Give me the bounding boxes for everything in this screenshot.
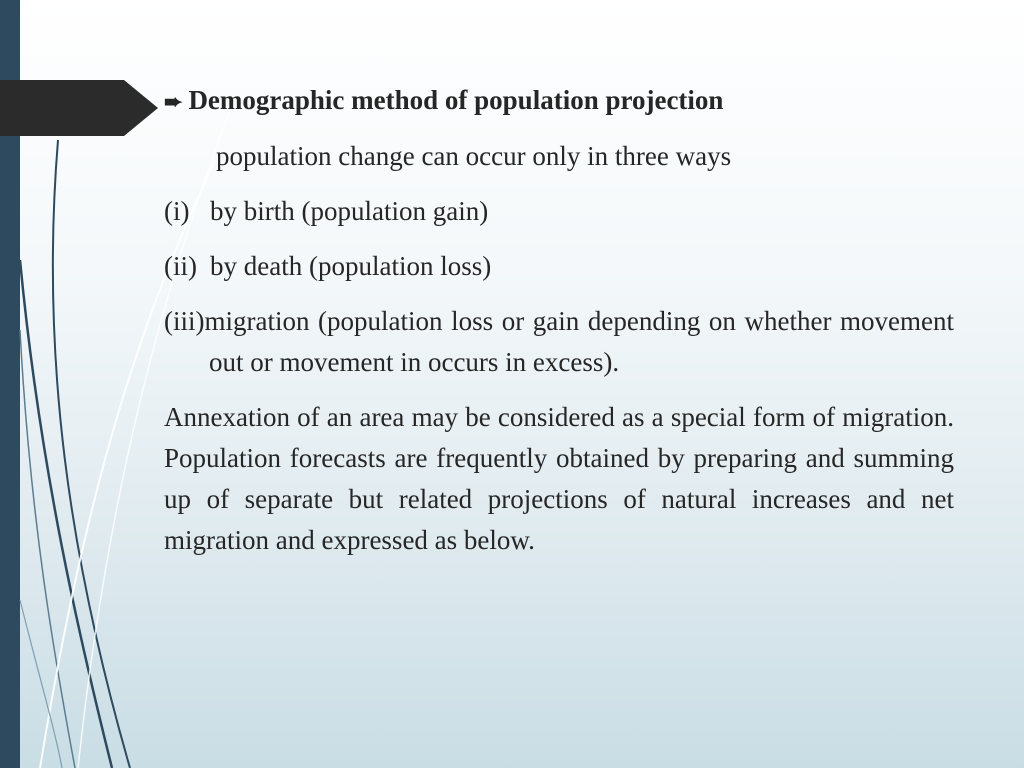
- list-item: [164, 301, 954, 383]
- body-paragraph: Annexation of an area may be considered as a special form of migration. Population forecasts are frequently obtained by preparing and summing up of separate but related projections of natural increases and net migration and expressed as below.: [164, 402, 954, 555]
- list-item: [164, 191, 954, 232]
- title-arrow-tab: [0, 80, 158, 136]
- intro-line: population change can occur only in three ways: [216, 141, 732, 171]
- list-item-text: migration (population loss or gain depending on whether movement out or movement in occurs in excess).: [204, 306, 954, 377]
- list-item-number: (iii): [164, 306, 205, 336]
- slide-heading: [164, 80, 954, 122]
- list-item-text: by death (population loss): [210, 251, 492, 281]
- list-item-text: by birth (population gain): [210, 196, 489, 226]
- slide-content: [164, 80, 954, 561]
- list-item-number: (i): [164, 196, 190, 226]
- list-item: [164, 246, 954, 287]
- list-item-number: (ii): [164, 251, 197, 281]
- arrow-bullet-icon: ➨: [164, 89, 183, 114]
- heading-text: Demographic method of population projection: [188, 85, 724, 115]
